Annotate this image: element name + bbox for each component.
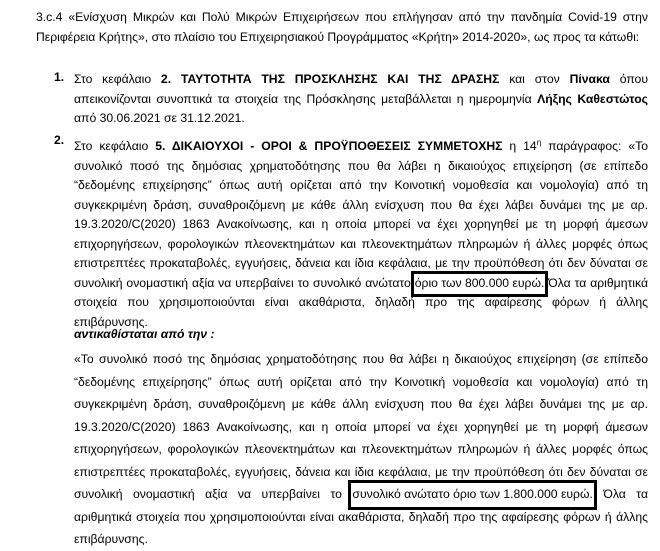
expiry-label: Λήξης Καθεστώτος [537,91,648,106]
list-item-1 [54,70,648,129]
table-reference: Πίνακα [569,72,610,86]
intro-paragraph: 3.c.4 «Ενίσχυση Μικρών και Πολύ Μικρών Επιχειρήσεων που επλήγησαν από την πανδημία Covid-19 στην Περιφέρεια Κρήτης», στο πλαίσιο του Επιχειρησιακού Προγράμματος «Κρήτη» 2014-2020», ως προς τα κάτωθι: [36,10,648,44]
chapter-title: 5. ΔΙΚΑΙΟΥΧΟΙ - ΟΡΟΙ & ΠΡΟΫΠΟΘΕΣΕΙΣ ΣΥΜΜΕΤΟΧΗΣ [155,139,503,154]
list-number: 2. [54,133,65,147]
list-item-text: Στο κεφάλαιο 2. ΤΑΥΤΟΤΗΤΑ ΤΗΣ ΠΡΟΣΚΛΗΣΗΣ ΚΑΙ ΤΗΣ ΔΡΑΣΗΣ και στον Πίνακα όπου απεικονίζονται συνοπτικά τα στοιχεία της Πρόσκλησης μεταβάλλεται η ημερομηνία Λήξης Καθεστώτος από 30.06.2021 σε 31.12.2021. [74,72,649,125]
list-number: 1. [54,70,65,84]
chapter-title: 2. ΤΑΥΤΟΤΗΤΑ ΤΗΣ ΠΡΟΣΚΛΗΣΗΣ ΚΑΙ ΤΗΣ ΔΡΑΣΗΣ [160,72,500,86]
replacement-paragraph: «Το συνολικό ποσό της δημόσιας χρηματοδότησης που θα λάβει η δικαιούχος επιχείρηση (σε επίπεδο “δεδομένης επιχείρησης” όπως αυτή ορίζεται από την Κοινοτική νομοθεσία και νομολογία) από τη συγκεκριμένη δράση, συναθροιζόμενη με κάθε άλλη ενίσχυση που θα έχει λάβει δυνάμει της με αρ. 19.3.2020/C(2020) 1863 Ανακοίνωσης, και η οποία μπορεί να έχει χορηγηθεί με τη μορφή άμεσων επιχορηγήσεων, φορολογικών πλεονεκτημάτων και πλεονεκτημάτων πληρωμών ή άλλες μορφές όπως επιστρεπτέες προκαταβολές, εγγυήσεις, δάνεια και ίδια κεφάλαια, με την προϋπόθεση ότι δεν δύναται σε συνολική ονομαστική αξία να υπερβαίνει το συνολικό ανώτατο όριο των 1.800.000 ευρώ. Όλα τα αριθμητικά στοιχεία που χρησιμοποιούνται είναι ακαθάριστα, δηλαδή προ της αφαίρεσης φόρων ή άλλης επιβάρυνσης. [74,352,648,546]
list-item-text: Στο κεφάλαιο 5. ΔΙΚΑΙΟΥΧΟΙ - ΟΡΟΙ & ΠΡΟΫΠΟΘΕΣΕΙΣ ΣΥΜΜΕΤΟΧΗΣ η $14^\eta$ παράγραφος: «Το συνολικό ποσό της δημόσιας χρηματοδότησης που θα λάβει η δικαιούχος επιχείρηση (σε επίπεδο “δεδομένης επιχείρησης” όπως αυτή ορίζεται από την Κοινοτική νομοθεσία και νομολογία) από τη συγκεκριμένη δράση, συναθροιζόμενη με κάθε άλλη ενίσχυση που θα έχει λάβει δυνάμει της με αρ. 19.3.2020/C(2020) 1863 Ανακοίνωσης, και η οποία μπορεί να έχει χορηγηθεί με τη μορφή άμεσων επιχορηγήσεων, φορολογικών πλεονεκτημάτων και πλεονεκτημάτων πληρωμών ή άλλες μορφές όπως επιστρεπτέες προκαταβολές, εγγυήσεις, δάνεια και ίδια κεφάλαια, με την προϋπόθεση ότι δεν δύναται σε συνολική ονομαστική αξία να υπερβαίνει το συνολικό ανώτατο όριο των 800.000 ευρώ. Όλα τα αριθμητικά στοιχεία που χρησιμοποιούνται είναι ακαθάριστα, δηλαδή προ της αφαίρεσης φόρων ή άλλης επιβάρυνσης. [74,138,648,329]
highlighted-amount-old: όριο των 800.000 ευρώ. [415,274,545,294]
highlighted-amount-new: συνολικό ανώτατο όριο των 1.800.000 ευρώ. [352,483,592,506]
list-item-2 [54,133,648,332]
replacement-label: αντικαθίσταται από την : [74,327,215,341]
